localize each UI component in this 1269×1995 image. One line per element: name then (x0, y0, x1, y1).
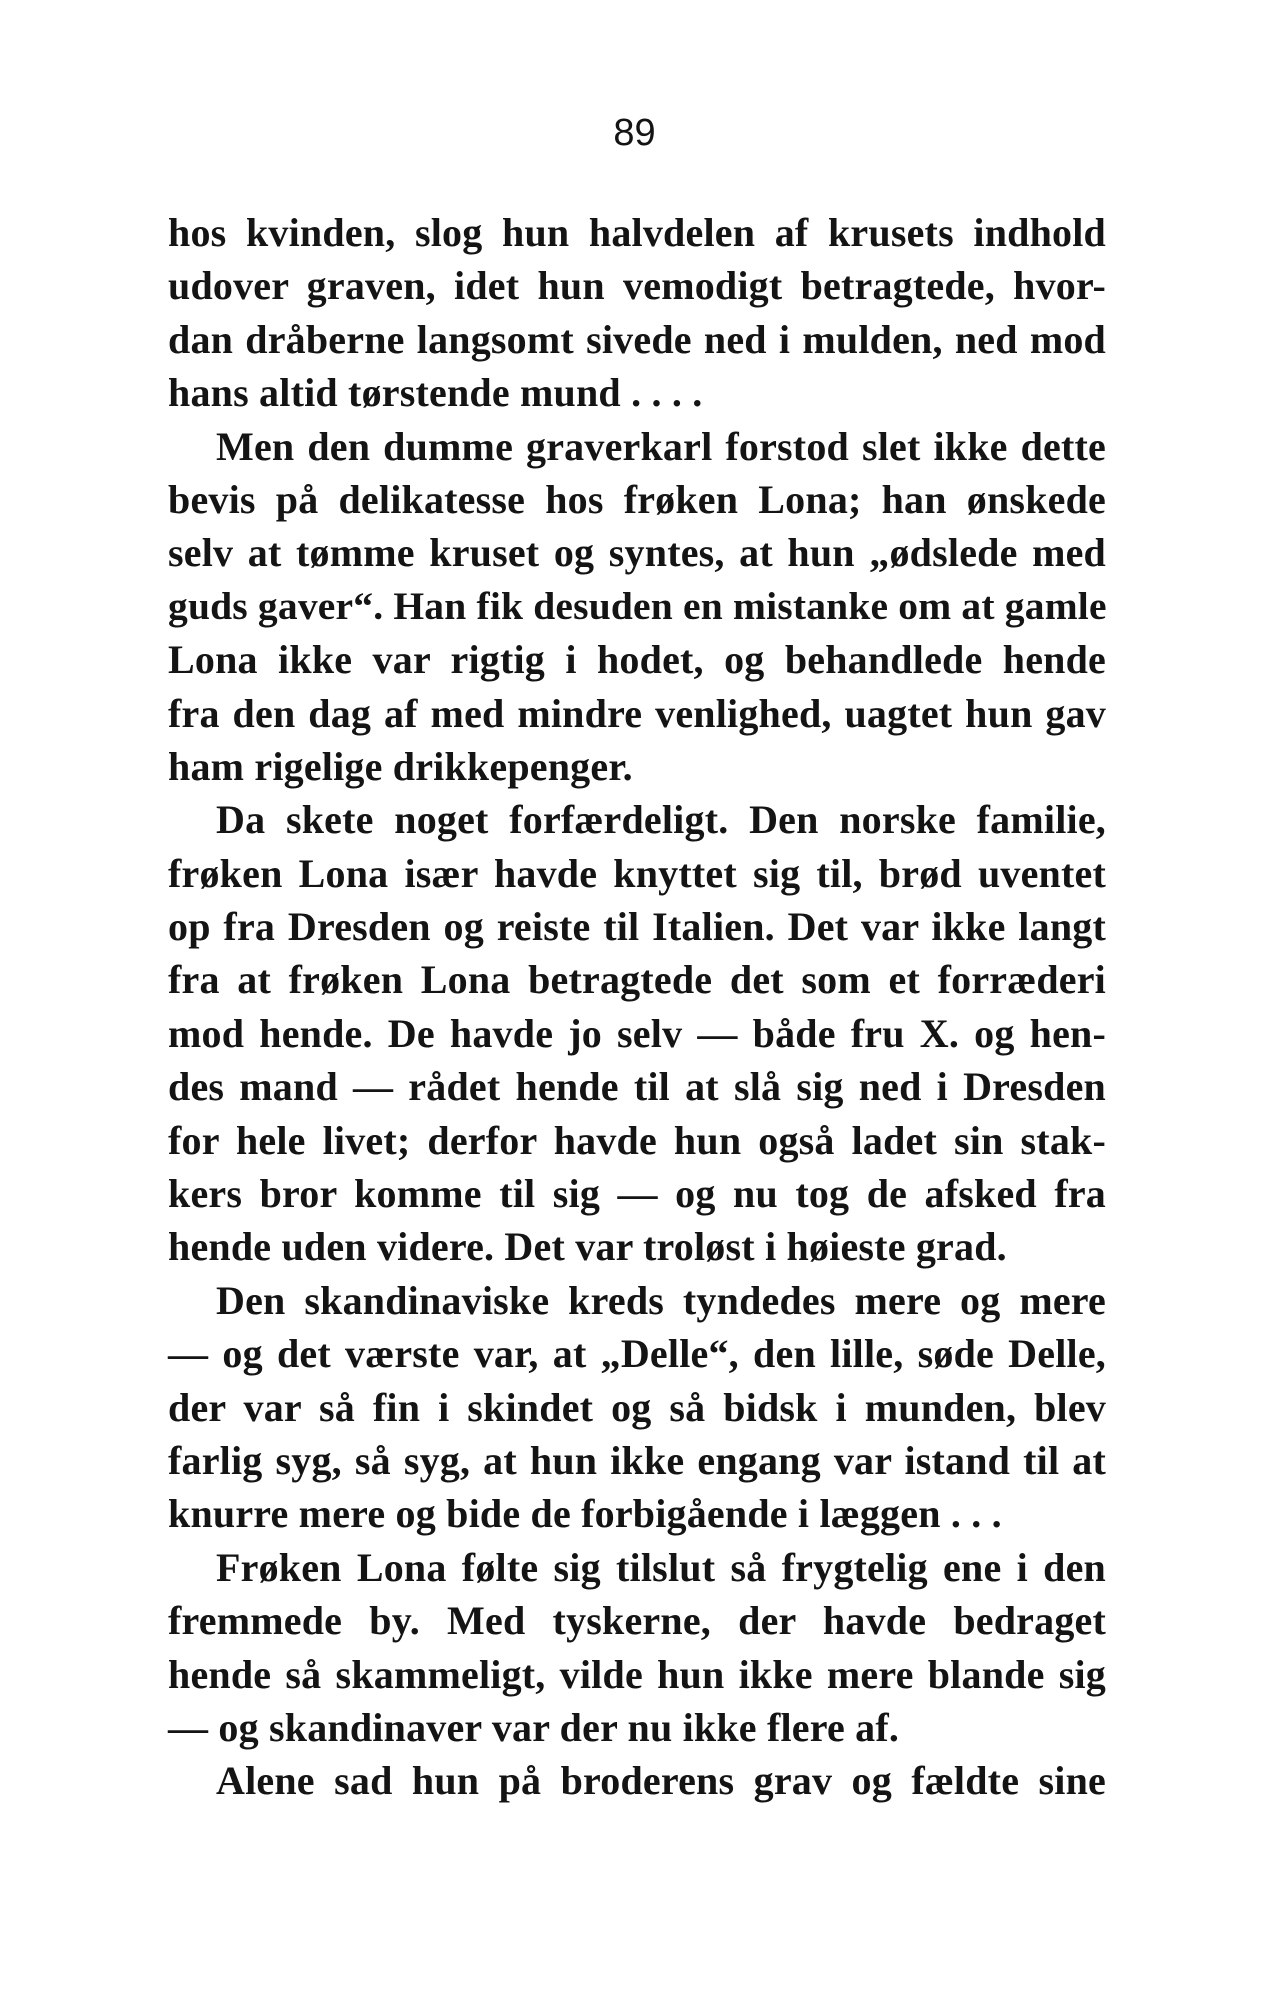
text-line: fremmede by. Med tyskerne, der havde bedraget (168, 1598, 1106, 1644)
text-line: Den skandinaviske kreds tyndedes mere og mere (216, 1277, 1106, 1323)
text-line: fra den dag af med mindre venlighed, uagtet hun gav (168, 690, 1106, 736)
text-line: Lona ikke var rigtig i hodet, og behandlede hende (168, 637, 1106, 683)
text-line: op fra Dresden og reiste til Italien. Det var ikke langt (168, 904, 1106, 950)
text-line: der var så fin i skindet og så bidsk i munden, blev (168, 1384, 1106, 1430)
text-line: selv at tømme kruset og syntes, at hun „ødslede med (168, 530, 1106, 576)
text-line: fra at frøken Lona betragtede det som et forræderi (168, 957, 1106, 1003)
text-line: hans altid tørstende mund . . . . (168, 370, 703, 416)
page-number: 89 (613, 112, 656, 154)
text-line: Alene sad hun på broderens grav og fældte sine (216, 1758, 1106, 1804)
text-line: ham rigelige drikkepenger. (168, 743, 633, 789)
text-line: farlig syg, så syg, at hun ikke engang var istand til at (168, 1437, 1106, 1483)
text-line: frøken Lona især havde knyttet sig til, brød uventet (168, 850, 1106, 896)
text-line: knurre mere og bide de forbigående i læggen . . . (168, 1491, 1002, 1537)
text-line: hende så skammeligt, vilde hun ikke mere blande sig (168, 1651, 1106, 1697)
text-line: dan dråberne langsomt sivede ned i mulden, ned mod (168, 316, 1106, 362)
text-line: hende uden videre. Det var troløst i høieste grad. (168, 1224, 1007, 1270)
text-line: mod hende. De havde jo selv — både fru X. og hen- (168, 1010, 1106, 1056)
text-line: bevis på delikatesse hos frøken Lona; han ønskede (168, 476, 1106, 522)
body-text (168, 206, 1106, 1808)
text-line: udover graven, idet hun vemodigt betragtede, hvor- (168, 263, 1106, 309)
text-line: hos kvinden, slog hun halvdelen af krusets indhold (168, 210, 1106, 255)
text-line: — og skandinaver var der nu ikke flere af. (168, 1704, 900, 1750)
text-line: Men den dumme graverkarl forstod slet ikke dette (216, 423, 1106, 469)
text-line: for hele livet; derfor havde hun også ladet sin stak- (168, 1117, 1106, 1163)
text-line: — og det værste var, at „Delle“, den lille, søde Delle, (168, 1331, 1106, 1377)
text-line: guds gaver“. Han fik desuden en mistanke om at gamle (168, 583, 1107, 628)
text-line: des mand — rådet hende til at slå sig ned i Dresden (168, 1064, 1106, 1110)
text-line: kers bror komme til sig — og nu tog de afsked fra (168, 1171, 1106, 1217)
text-line: Da skete noget forfærdeligt. Den norske familie, (216, 797, 1106, 843)
text-line: Frøken Lona følte sig tilslut så frygtelig ene i den (216, 1544, 1106, 1590)
